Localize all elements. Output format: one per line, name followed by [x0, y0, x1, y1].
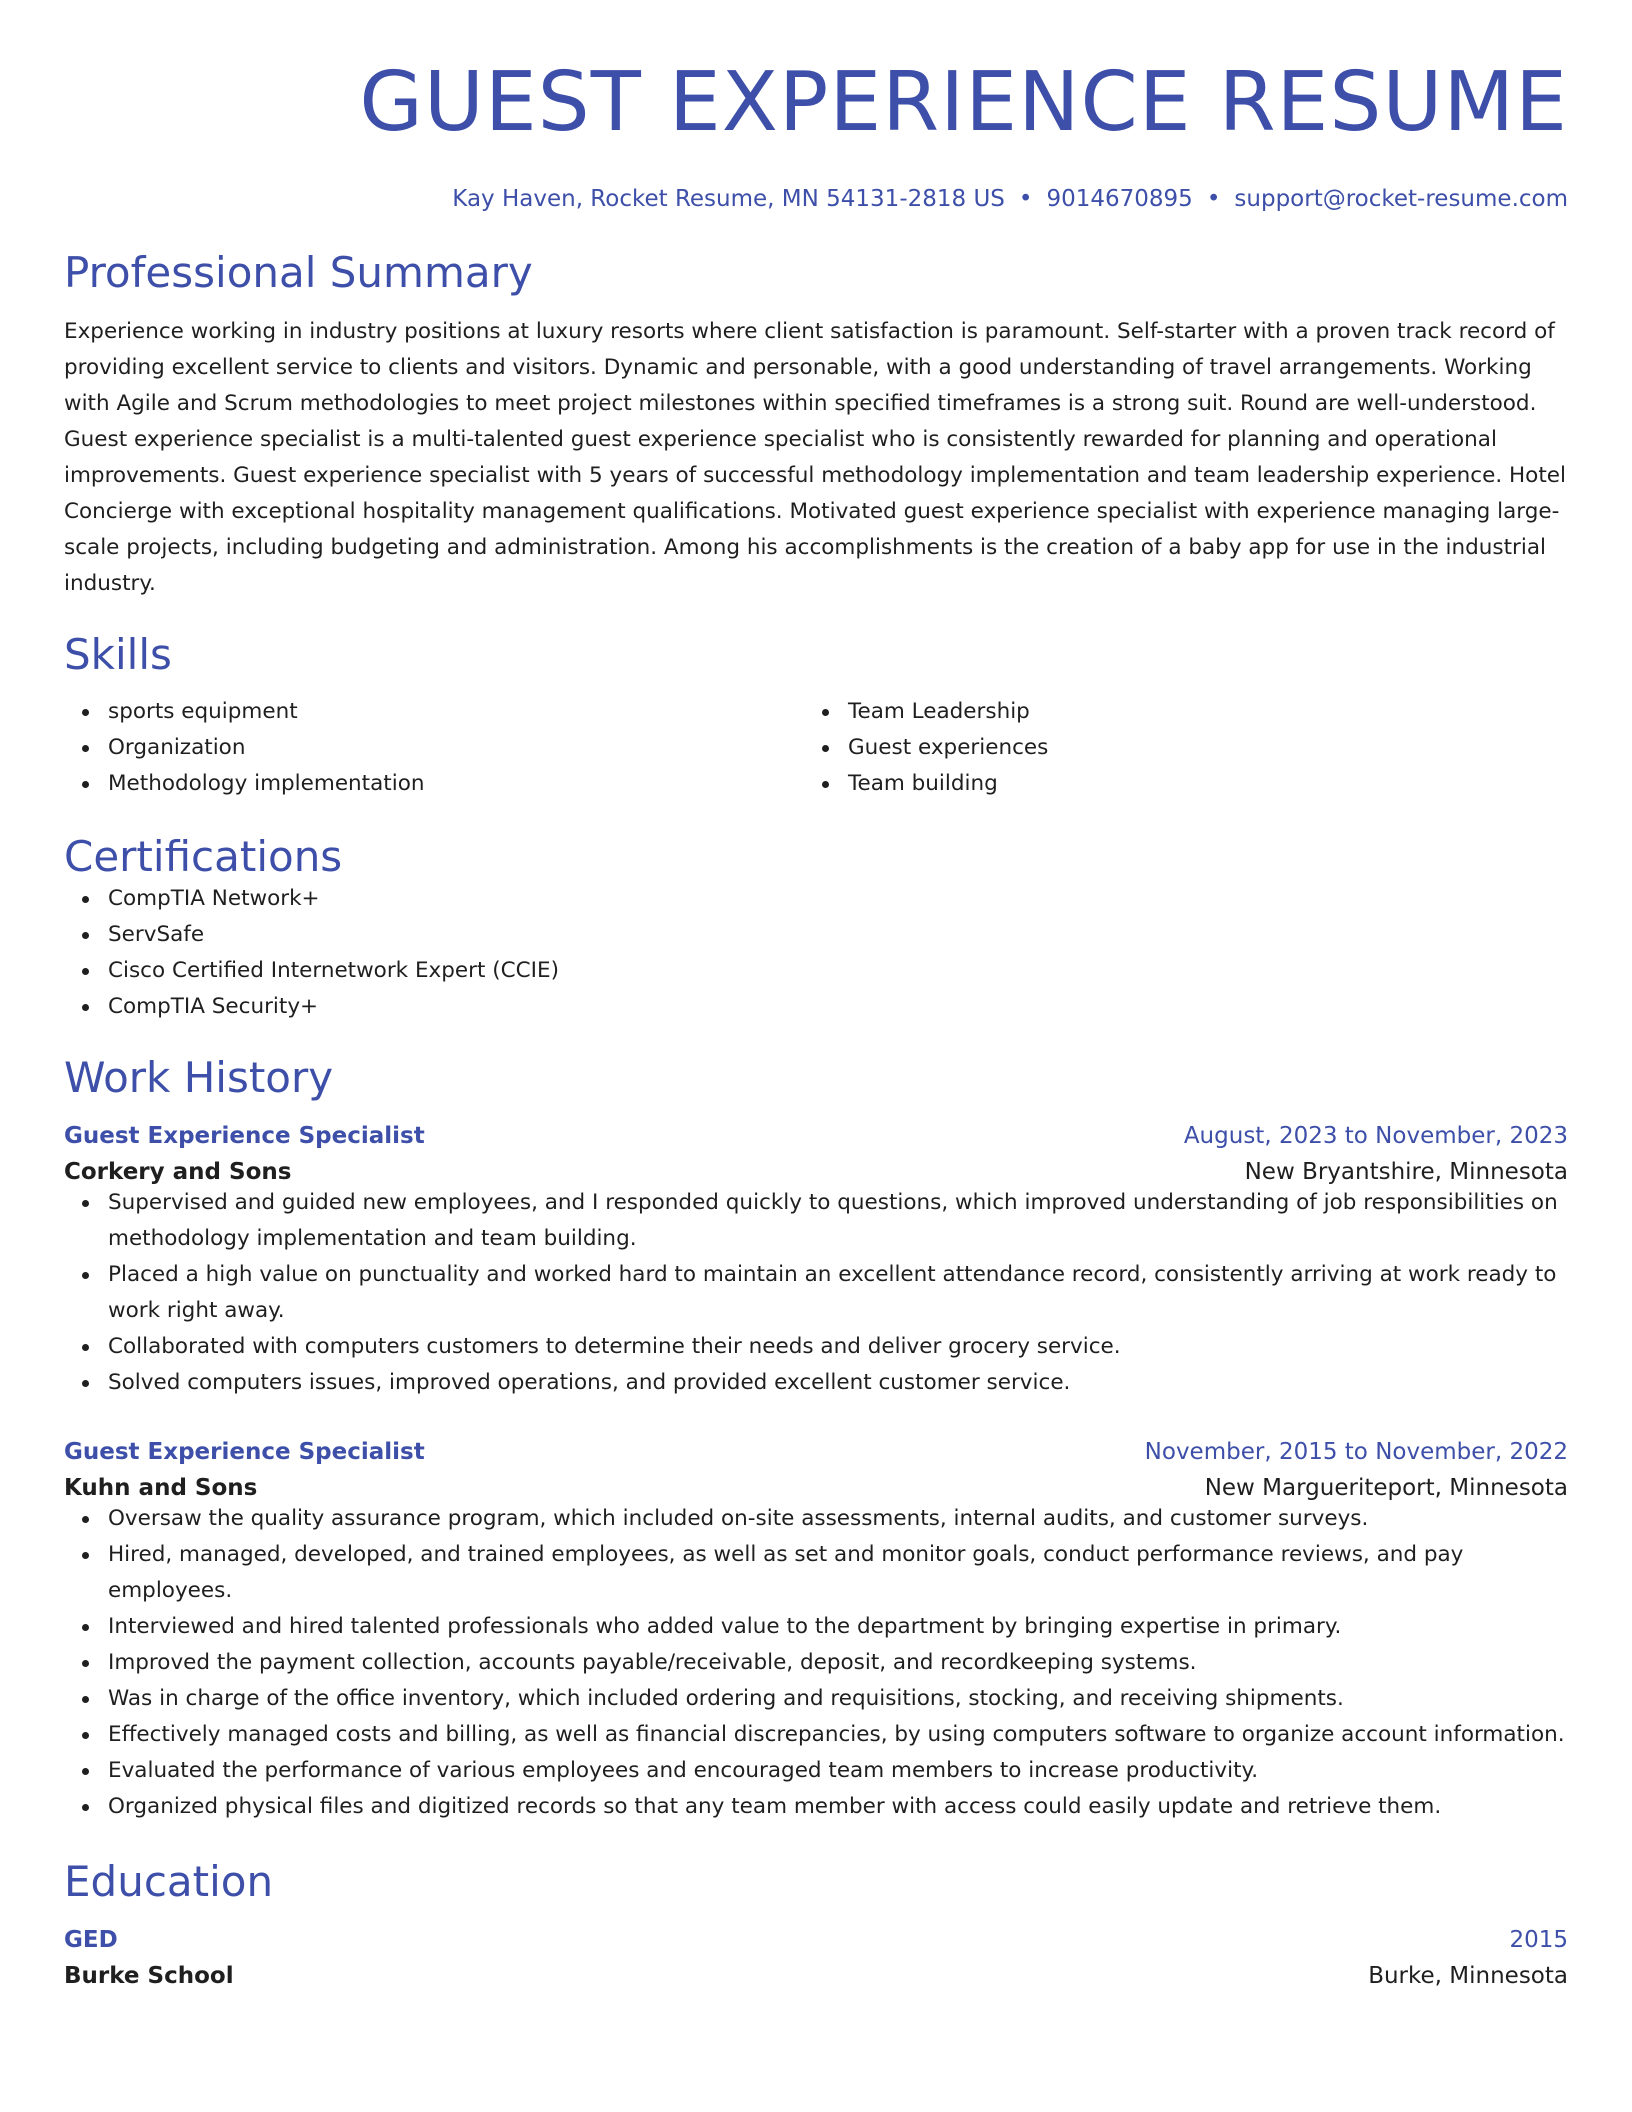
skill-item: Organization	[108, 730, 804, 766]
job-bullet: Supervised and guided new employees, and I responded quickly to questions, which improved understanding of job responsibilities on methodology implementation and team building.	[108, 1185, 1568, 1257]
job-title: Guest Experience Specialist	[64, 1438, 425, 1465]
job-bullet: Organized physical files and digitized records so that any team member with access could easily update and retrieve them.	[108, 1789, 1568, 1825]
job-bullet: Was in charge of the office inventory, which included ordering and requisitions, stocking, and receiving shipments.	[108, 1681, 1568, 1717]
job-company-row	[64, 1159, 1568, 1185]
job-title: Guest Experience Specialist	[64, 1122, 425, 1149]
skill-item: Methodology implementation	[108, 766, 804, 802]
skills-list-right	[804, 694, 1568, 802]
education-heading: Education	[64, 1856, 274, 1906]
skills-heading: Skills	[64, 630, 172, 680]
job-bullet: Placed a high value on punctuality and worked hard to maintain an excellent attendance record, consistently arriving at work ready to work right away.	[108, 1257, 1568, 1329]
job-bullet: Collaborated with computers customers to determine their needs and deliver grocery service.	[108, 1329, 1568, 1365]
job-entry	[64, 1439, 1568, 1825]
job-dates: November, 2015 to November, 2022	[1144, 1438, 1568, 1465]
job-bullet: Effectively managed costs and billing, as well as financial discrepancies, by using computers software to organize account information.	[108, 1717, 1568, 1753]
certifications-list	[64, 881, 1568, 1025]
job-header-row	[64, 1123, 1568, 1149]
summary-heading: Professional Summary	[64, 248, 533, 297]
education-header-row	[64, 1927, 1568, 1953]
contact-phone: 9014670895	[1046, 186, 1193, 212]
contact-line	[64, 186, 1568, 212]
contact-email: support@rocket-resume.com	[1234, 186, 1568, 212]
job-bullets	[64, 1185, 1568, 1401]
job-bullet: Hired, managed, developed, and trained employees, as well as set and monitor goals, conduct performance reviews, and pay employees.	[108, 1537, 1568, 1609]
job-bullets	[64, 1501, 1568, 1825]
resume-title: GUEST EXPERIENCE RESUME	[359, 55, 1568, 150]
job-company: Kuhn and Sons	[64, 1474, 258, 1501]
skill-item: Team building	[848, 766, 1568, 802]
education-school: Burke School	[64, 1962, 234, 1989]
job-header-row	[64, 1439, 1568, 1465]
job-company-row	[64, 1475, 1568, 1501]
contact-address: Kay Haven, Rocket Resume, MN 54131-2818 US	[452, 186, 1005, 212]
education-entry	[64, 1927, 1568, 1989]
skills-list-left	[64, 694, 804, 802]
education-school-row	[64, 1963, 1568, 1989]
contact-separator: •	[1206, 186, 1221, 212]
job-dates: August, 2023 to November, 2023	[1183, 1122, 1568, 1149]
job-company: Corkery and Sons	[64, 1158, 292, 1185]
job-bullet: Evaluated the performance of various employees and encouraged team members to increase productivity.	[108, 1753, 1568, 1789]
job-bullet: Interviewed and hired talented professionals who added value to the department by bringing expertise in primary.	[108, 1609, 1568, 1645]
certification-item: ServSafe	[108, 917, 1568, 953]
education-location: Burke, Minnesota	[1368, 1962, 1568, 1989]
contact-separator: •	[1018, 186, 1033, 212]
skill-item: Team Leadership	[848, 694, 1568, 730]
certification-item: CompTIA Network+	[108, 881, 1568, 917]
skill-item: sports equipment	[108, 694, 804, 730]
job-bullet: Oversaw the quality assurance program, which included on-site assessments, internal audits, and customer surveys.	[108, 1501, 1568, 1537]
job-location: New Bryantshire, Minnesota	[1244, 1158, 1568, 1185]
education-year: 2015	[1509, 1926, 1568, 1953]
education-degree: GED	[64, 1926, 118, 1953]
work-history-heading: Work History	[64, 1052, 334, 1102]
summary-text: Experience working in industry positions at luxury resorts where client satisfaction is paramount. Self-starter with a proven track record of providing excellent service to clients and visitors. Dynamic and personable, with a good understanding of travel arrangements. Working with Agile and Scrum methodologies to meet project milestones within specified timeframes is a strong suit. Round are well-understood. Guest experience specialist is a multi-talented guest experience specialist who is consistently rewarded for planning and operational improvements. Guest experience specialist with 5 years of successful methodology implementation and team leadership experience. Hotel Concierge with exceptional hospitality management qualifications. Motivated guest experience specialist with experience managing large-scale projects, including budgeting and administration. Among his accomplishments is the creation of a baby app for use in the industrial industry.	[64, 319, 1566, 597]
job-entry	[64, 1123, 1568, 1401]
job-location: New Margueriteport, Minnesota	[1204, 1474, 1568, 1501]
job-bullet: Improved the payment collection, accounts payable/receivable, deposit, and recordkeeping systems.	[108, 1645, 1568, 1681]
certification-item: CompTIA Security+	[108, 989, 1568, 1025]
skills-grid	[64, 694, 1568, 802]
certifications-heading: Certifications	[64, 832, 343, 882]
job-bullet: Solved computers issues, improved operations, and provided excellent customer service.	[108, 1365, 1568, 1401]
certification-item: Cisco Certified Internetwork Expert (CCIE)	[108, 953, 1568, 989]
skill-item: Guest experiences	[848, 730, 1568, 766]
